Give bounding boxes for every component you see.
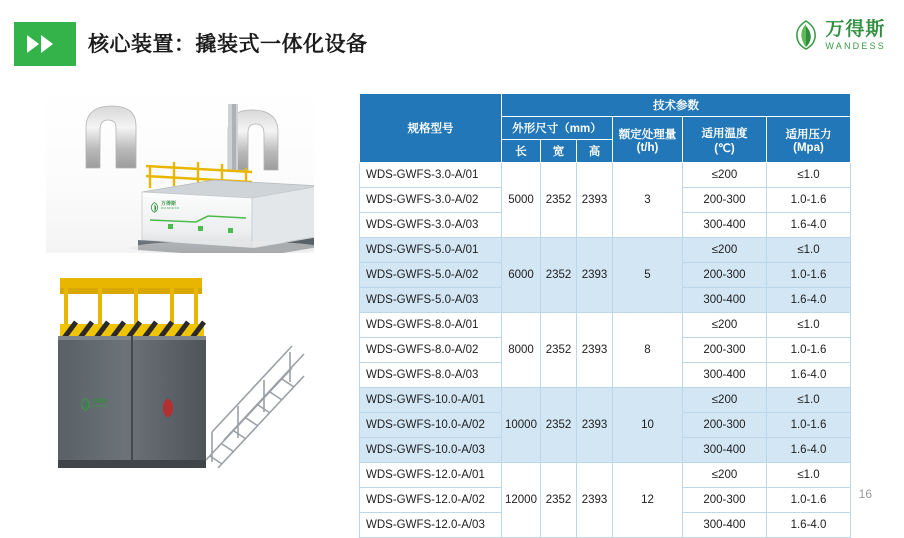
cell-temperature: 300-400	[682, 288, 766, 313]
cell-height: 2393	[576, 238, 612, 313]
cell-temperature: 300-400	[682, 363, 766, 388]
cell-model: WDS-GWFS-12.0-A/02	[360, 488, 502, 513]
header-temperature	[682, 117, 766, 163]
cell-temperature: 200-300	[682, 413, 766, 438]
cell-temperature: 200-300	[682, 338, 766, 363]
cell-temperature: 200-300	[682, 263, 766, 288]
leaf-logo-icon	[793, 20, 819, 50]
cell-model: WDS-GWFS-12.0-A/03	[360, 513, 502, 538]
cell-capacity: 3	[612, 163, 682, 238]
cell-model: WDS-GWFS-8.0-A/01	[360, 313, 502, 338]
header-temperature-line2: (℃)	[714, 142, 735, 155]
cell-pressure: ≤1.0	[766, 388, 850, 413]
leaf-logo-icon	[150, 200, 159, 211]
leaf-logo-icon	[80, 398, 89, 409]
cell-temperature: 300-400	[682, 213, 766, 238]
cell-length: 8000	[502, 313, 541, 388]
double-chevron-right-icon	[14, 22, 76, 66]
cell-temperature: ≤200	[682, 163, 766, 188]
cell-pressure: ≤1.0	[766, 163, 850, 188]
table-row	[360, 163, 851, 188]
cell-pressure: 1.6-4.0	[766, 363, 850, 388]
cell-temperature: 200-300	[682, 488, 766, 513]
cell-pressure: 1.6-4.0	[766, 438, 850, 463]
cell-length: 10000	[502, 388, 541, 463]
cell-width: 2352	[540, 388, 576, 463]
cell-pressure: 1.0-1.6	[766, 488, 850, 513]
cell-temperature: ≤200	[682, 388, 766, 413]
header-pressure-line1: 适用压力	[785, 128, 832, 141]
watermark-english: WANDESS	[91, 403, 110, 408]
header-capacity	[612, 117, 682, 163]
cell-pressure: ≤1.0	[766, 463, 850, 488]
table-body	[360, 163, 851, 538]
cell-pressure: ≤1.0	[766, 238, 850, 263]
cell-width: 2352	[540, 163, 576, 238]
header-dimensions: 外形尺寸（mm）	[502, 117, 613, 140]
cell-width: 2352	[540, 238, 576, 313]
equipment-watermark-top	[150, 200, 180, 211]
cell-width: 2352	[540, 313, 576, 388]
cell-model: WDS-GWFS-8.0-A/03	[360, 363, 502, 388]
header-model: 规格型号	[360, 94, 502, 163]
cell-pressure: 1.0-1.6	[766, 413, 850, 438]
cell-width: 2352	[540, 463, 576, 538]
table-row	[360, 463, 851, 488]
cell-pressure: 1.0-1.6	[766, 338, 850, 363]
cell-length: 12000	[502, 463, 541, 538]
page-title: 核心装置：撬装式一体化设备	[88, 33, 368, 56]
cell-pressure: 1.6-4.0	[766, 513, 850, 538]
equipment-photo-bottom	[46, 272, 314, 498]
header-width: 宽	[540, 140, 576, 163]
header-capacity-line2: (t/h)	[636, 141, 659, 154]
cell-temperature: 200-300	[682, 188, 766, 213]
cell-model: WDS-GWFS-8.0-A/02	[360, 338, 502, 363]
cell-model: WDS-GWFS-3.0-A/03	[360, 213, 502, 238]
logo-chinese-text: 万得斯	[825, 18, 886, 40]
cell-length: 6000	[502, 238, 541, 313]
cell-height: 2393	[576, 313, 612, 388]
cell-capacity: 5	[612, 238, 682, 313]
cell-model: WDS-GWFS-10.0-A/01	[360, 388, 502, 413]
logo-english-text: WANDESS	[825, 40, 886, 51]
cell-model: WDS-GWFS-10.0-A/02	[360, 413, 502, 438]
cell-temperature: ≤200	[682, 463, 766, 488]
table-row	[360, 313, 851, 338]
cell-pressure: 1.6-4.0	[766, 288, 850, 313]
watermark-english: WANDESS	[161, 205, 180, 210]
header-pressure-line2: (Mpa)	[793, 141, 824, 154]
equipment-watermark-bottom	[80, 398, 110, 409]
cell-model: WDS-GWFS-5.0-A/02	[360, 263, 502, 288]
watermark-chinese: 万得斯	[91, 398, 107, 405]
table-row	[360, 238, 851, 263]
cell-length: 5000	[502, 163, 541, 238]
equipment-photo-top	[46, 88, 314, 253]
table-header	[360, 94, 851, 163]
cell-capacity: 10	[612, 388, 682, 463]
table-row	[360, 388, 851, 413]
cell-model: WDS-GWFS-3.0-A/01	[360, 163, 502, 188]
cell-height: 2393	[576, 463, 612, 538]
header-length: 长	[502, 140, 541, 163]
cell-model: WDS-GWFS-10.0-A/03	[360, 438, 502, 463]
cell-model: WDS-GWFS-5.0-A/03	[360, 288, 502, 313]
equipment-images	[46, 88, 316, 498]
page-number: 16	[858, 487, 872, 501]
header-capacity-line1: 额定处理量	[618, 128, 677, 141]
cell-temperature: 300-400	[682, 513, 766, 538]
table-header-row-1	[360, 94, 851, 117]
cell-capacity: 8	[612, 313, 682, 388]
cell-height: 2393	[576, 163, 612, 238]
cell-model: WDS-GWFS-12.0-A/01	[360, 463, 502, 488]
brand-logo	[756, 12, 886, 58]
cell-capacity: 12	[612, 463, 682, 538]
cell-temperature: ≤200	[682, 238, 766, 263]
header-temperature-line1: 适用温度	[701, 127, 748, 140]
watermark-chinese: 万得斯	[161, 200, 177, 207]
specification-table	[359, 93, 851, 538]
header-group-tech-params: 技术参数	[502, 94, 851, 117]
cell-height: 2393	[576, 388, 612, 463]
header-height: 高	[576, 140, 612, 163]
cell-pressure: ≤1.0	[766, 313, 850, 338]
cell-pressure: 1.6-4.0	[766, 213, 850, 238]
header-pressure	[766, 117, 850, 163]
cell-model: WDS-GWFS-3.0-A/02	[360, 188, 502, 213]
cell-temperature: ≤200	[682, 313, 766, 338]
cell-temperature: 300-400	[682, 438, 766, 463]
cell-pressure: 1.0-1.6	[766, 188, 850, 213]
cell-model: WDS-GWFS-5.0-A/01	[360, 238, 502, 263]
cell-pressure: 1.0-1.6	[766, 263, 850, 288]
